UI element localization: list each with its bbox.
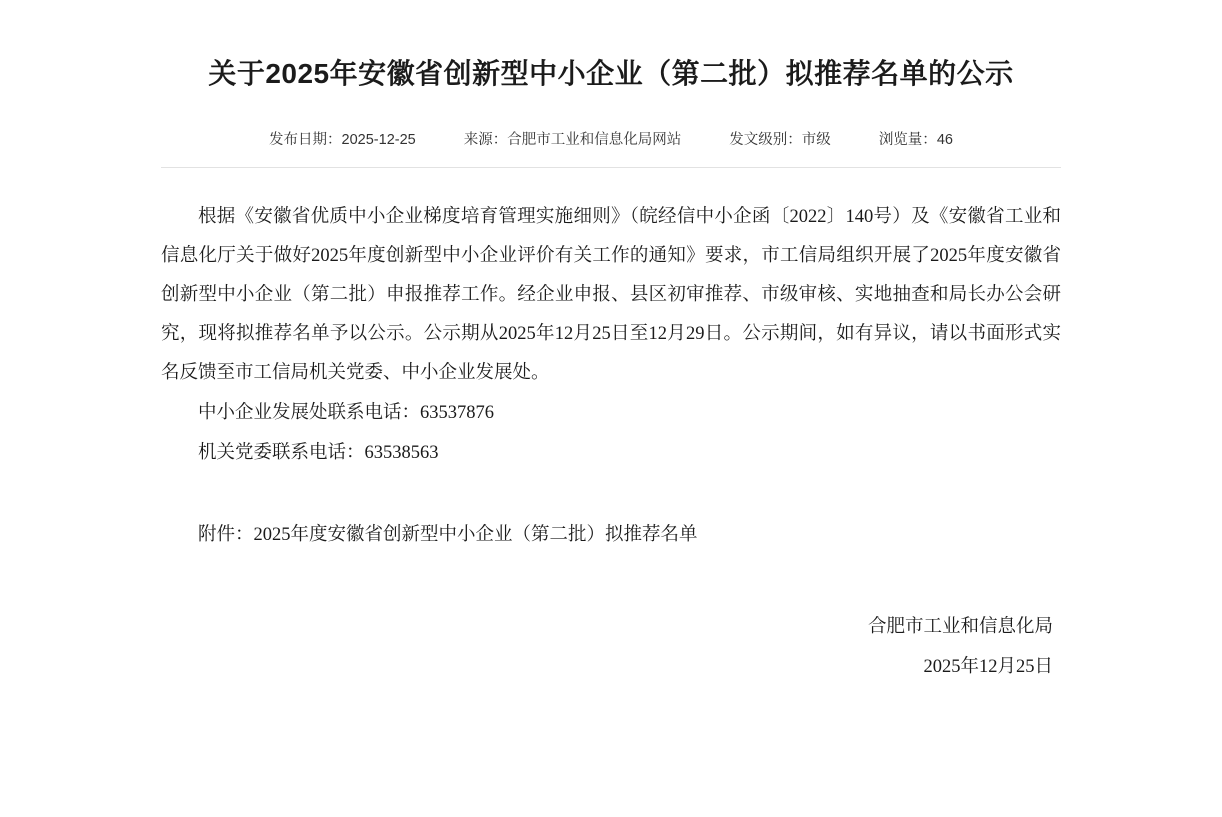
body-paragraph: 根据《安徽省优质中小企业梯度培育管理实施细则》（皖经信中小企函〔2022〕140号）及《安徽省工业和信息化厅关于做好2025年度创新型中小企业评价有关工作的通知》要求，市工信局组织开展了2025年度安徽省创新型中小企业（第二批）申报推荐工作。经企业申报、县区初审推荐、市级审核、实地抽查和局长办公会研究，现将拟推荐名单予以公示。公示期从2025年12月25日至12月29日。公示期间，如有异议，请以书面形式实名反馈至市工信局机关党委、中小企业发展处。 (161, 207, 1061, 383)
contact-line-development-office: 中小企业发展处联系电话：63537876 (198, 403, 495, 423)
meta-views-label: 浏览量： (878, 132, 937, 148)
document-body (161, 168, 1061, 687)
signature-date: 2025年12月25日 (923, 657, 1053, 677)
meta-views (879, 128, 953, 149)
contact-line-party-committee: 机关党委联系电话：63538563 (198, 443, 439, 463)
meta-source-value: 合肥市工业和信息化局网站 (507, 132, 682, 148)
signature-organization: 合肥市工业和信息化局 (867, 617, 1053, 637)
meta-views-value: 46 (936, 132, 953, 148)
page-title: 关于2025年安徽省创新型中小企业（第二批）拟推荐名单的公示 (208, 58, 1014, 89)
signature-block (161, 555, 1061, 687)
article-container (161, 0, 1061, 687)
meta-level (729, 128, 831, 149)
meta-level-label: 发文级别： (729, 132, 802, 148)
meta-source-label: 来源： (463, 132, 508, 148)
attachment-line: 附件：2025年度安徽省创新型中小企业（第二批）拟推荐名单 (198, 525, 698, 545)
document-meta-bar (161, 102, 1061, 168)
meta-publish-date-value: 2025-12-25 (341, 132, 416, 148)
meta-level-value: 市级 (801, 132, 831, 148)
meta-publish-date (269, 128, 416, 149)
meta-publish-date-label: 发布日期： (269, 132, 342, 148)
meta-source (464, 128, 682, 149)
